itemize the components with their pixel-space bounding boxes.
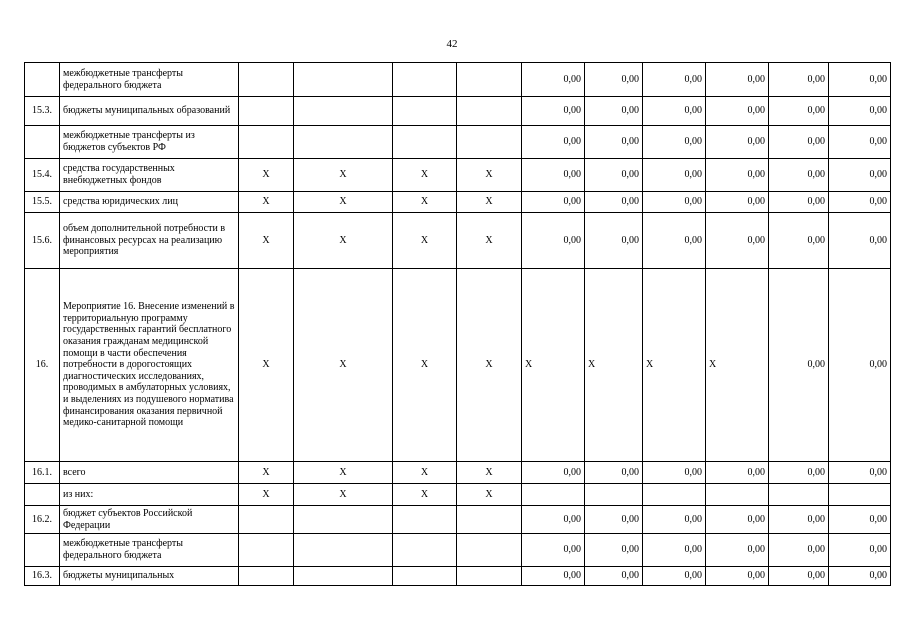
value-cell: 0,00 bbox=[829, 192, 891, 213]
value-cell: 0,00 bbox=[829, 567, 891, 586]
row-description: средства государственных внебюджетных фондов bbox=[60, 159, 239, 192]
row-description: межбюджетные трансферты из бюджетов субъектов РФ bbox=[60, 126, 239, 159]
mark-cell: X bbox=[393, 484, 457, 506]
value-cell: 0,00 bbox=[769, 567, 829, 586]
row-description: межбюджетные трансферты федерального бюджета bbox=[60, 534, 239, 567]
mark-cell: X bbox=[393, 213, 457, 269]
value-cell: 0,00 bbox=[706, 534, 769, 567]
table-row bbox=[25, 63, 891, 97]
value-cell: 0,00 bbox=[829, 534, 891, 567]
row-description: объем дополнительной потребности в финансовых ресурсах на реализацию мероприятия bbox=[60, 213, 239, 269]
value-cell: 0,00 bbox=[643, 462, 706, 484]
mark-cell: X bbox=[457, 213, 522, 269]
value-cell bbox=[769, 484, 829, 506]
mark-cell bbox=[239, 126, 294, 159]
table-row bbox=[25, 484, 891, 506]
table-row bbox=[25, 462, 891, 484]
value-cell: 0,00 bbox=[585, 506, 643, 534]
mark-cell: X bbox=[393, 159, 457, 192]
mark-cell bbox=[393, 126, 457, 159]
row-number: 15.3. bbox=[25, 97, 60, 126]
value-cell bbox=[706, 484, 769, 506]
mark-cell bbox=[393, 534, 457, 567]
budget-table bbox=[24, 62, 891, 586]
value-cell: 0,00 bbox=[706, 567, 769, 586]
mark-cell: X bbox=[457, 192, 522, 213]
value-cell: 0,00 bbox=[522, 192, 585, 213]
value-cell: 0,00 bbox=[829, 126, 891, 159]
row-number bbox=[25, 534, 60, 567]
value-cell: 0,00 bbox=[643, 192, 706, 213]
table-row bbox=[25, 126, 891, 159]
value-cell: 0,00 bbox=[829, 462, 891, 484]
value-cell: 0,00 bbox=[829, 97, 891, 126]
value-cell: 0,00 bbox=[522, 506, 585, 534]
mark-cell: X bbox=[239, 484, 294, 506]
mark-cell bbox=[294, 63, 393, 97]
row-description: бюджеты муниципальных образований bbox=[60, 97, 239, 126]
mark-cell bbox=[393, 506, 457, 534]
mark-cell bbox=[457, 126, 522, 159]
mark-cell: X bbox=[643, 269, 706, 462]
value-cell: 0,00 bbox=[643, 63, 706, 97]
value-cell bbox=[829, 484, 891, 506]
row-number: 16.1. bbox=[25, 462, 60, 484]
value-cell: 0,00 bbox=[585, 213, 643, 269]
row-number: 16. bbox=[25, 269, 60, 462]
mark-cell bbox=[457, 63, 522, 97]
value-cell bbox=[643, 484, 706, 506]
value-cell: 0,00 bbox=[829, 269, 891, 462]
value-cell: 0,00 bbox=[706, 462, 769, 484]
row-description: всего bbox=[60, 462, 239, 484]
value-cell: 0,00 bbox=[769, 192, 829, 213]
value-cell: 0,00 bbox=[522, 159, 585, 192]
value-cell: 0,00 bbox=[643, 567, 706, 586]
value-cell: 0,00 bbox=[585, 192, 643, 213]
value-cell: 0,00 bbox=[585, 534, 643, 567]
value-cell: 0,00 bbox=[829, 506, 891, 534]
value-cell: 0,00 bbox=[522, 97, 585, 126]
mark-cell: X bbox=[294, 213, 393, 269]
value-cell: 0,00 bbox=[585, 97, 643, 126]
mark-cell bbox=[239, 567, 294, 586]
mark-cell: X bbox=[239, 213, 294, 269]
value-cell: 0,00 bbox=[829, 63, 891, 97]
value-cell: 0,00 bbox=[643, 213, 706, 269]
value-cell: 0,00 bbox=[769, 63, 829, 97]
mark-cell: X bbox=[239, 462, 294, 484]
mark-cell bbox=[239, 97, 294, 126]
mark-cell: X bbox=[457, 484, 522, 506]
value-cell bbox=[585, 484, 643, 506]
mark-cell: X bbox=[393, 462, 457, 484]
value-cell: 0,00 bbox=[769, 269, 829, 462]
mark-cell: X bbox=[294, 484, 393, 506]
mark-cell bbox=[294, 97, 393, 126]
mark-cell: X bbox=[457, 159, 522, 192]
mark-cell: X bbox=[294, 192, 393, 213]
mark-cell bbox=[294, 534, 393, 567]
value-cell: 0,00 bbox=[706, 213, 769, 269]
row-number: 16.2. bbox=[25, 506, 60, 534]
value-cell: 0,00 bbox=[769, 506, 829, 534]
value-cell bbox=[522, 484, 585, 506]
row-number bbox=[25, 63, 60, 97]
mark-cell bbox=[457, 506, 522, 534]
mark-cell: X bbox=[239, 269, 294, 462]
mark-cell bbox=[393, 63, 457, 97]
mark-cell bbox=[239, 534, 294, 567]
value-cell: 0,00 bbox=[706, 97, 769, 126]
mark-cell: X bbox=[457, 269, 522, 462]
value-cell: 0,00 bbox=[769, 213, 829, 269]
mark-cell: X bbox=[522, 269, 585, 462]
mark-cell bbox=[239, 506, 294, 534]
mark-cell bbox=[457, 97, 522, 126]
value-cell: 0,00 bbox=[522, 213, 585, 269]
value-cell: 0,00 bbox=[706, 192, 769, 213]
page-number: 42 bbox=[446, 38, 458, 50]
value-cell: 0,00 bbox=[769, 126, 829, 159]
mark-cell: X bbox=[457, 462, 522, 484]
row-number: 16.3. bbox=[25, 567, 60, 586]
value-cell: 0,00 bbox=[585, 462, 643, 484]
value-cell: 0,00 bbox=[643, 97, 706, 126]
value-cell: 0,00 bbox=[522, 462, 585, 484]
mark-cell bbox=[239, 63, 294, 97]
value-cell: 0,00 bbox=[585, 63, 643, 97]
table-row bbox=[25, 213, 891, 269]
table-row bbox=[25, 192, 891, 213]
row-description: средства юридических лиц bbox=[60, 192, 239, 213]
table-row bbox=[25, 269, 891, 462]
value-cell: 0,00 bbox=[706, 159, 769, 192]
value-cell: 0,00 bbox=[706, 126, 769, 159]
value-cell: 0,00 bbox=[585, 567, 643, 586]
value-cell: 0,00 bbox=[522, 63, 585, 97]
mark-cell: X bbox=[585, 269, 643, 462]
mark-cell bbox=[294, 506, 393, 534]
table-row bbox=[25, 97, 891, 126]
table-row bbox=[25, 506, 891, 534]
row-description: межбюджетные трансферты федерального бюджета bbox=[60, 63, 239, 97]
value-cell: 0,00 bbox=[706, 506, 769, 534]
row-description: из них: bbox=[60, 484, 239, 506]
mark-cell bbox=[393, 567, 457, 586]
mark-cell: X bbox=[393, 269, 457, 462]
value-cell: 0,00 bbox=[585, 126, 643, 159]
mark-cell: X bbox=[294, 462, 393, 484]
mark-cell bbox=[294, 126, 393, 159]
value-cell: 0,00 bbox=[829, 213, 891, 269]
value-cell: 0,00 bbox=[522, 126, 585, 159]
mark-cell bbox=[457, 534, 522, 567]
row-number: 15.6. bbox=[25, 213, 60, 269]
value-cell: 0,00 bbox=[643, 126, 706, 159]
value-cell: 0,00 bbox=[522, 534, 585, 567]
mark-cell bbox=[393, 97, 457, 126]
mark-cell bbox=[457, 567, 522, 586]
mark-cell: X bbox=[393, 192, 457, 213]
value-cell: 0,00 bbox=[829, 159, 891, 192]
table-row bbox=[25, 567, 891, 586]
row-number: 15.5. bbox=[25, 192, 60, 213]
row-description: бюджет субъектов Российской Федерации bbox=[60, 506, 239, 534]
mark-cell: X bbox=[239, 159, 294, 192]
table-row bbox=[25, 159, 891, 192]
mark-cell bbox=[294, 567, 393, 586]
row-number: 15.4. bbox=[25, 159, 60, 192]
row-description: Мероприятие 16. Внесение изменений в территориальную программу государственных гарантий бесплатного оказания гражданам медицинской помощи в части обеспечения потребности в дорогостоящих диагностических исследованиях, проводимых в амбулаторных условиях, и выделениях из подушевого норматива финансирования оказания первичной медико-санитарной помощи bbox=[60, 269, 239, 462]
mark-cell: X bbox=[294, 269, 393, 462]
value-cell: 0,00 bbox=[643, 159, 706, 192]
value-cell: 0,00 bbox=[643, 506, 706, 534]
value-cell: 0,00 bbox=[769, 462, 829, 484]
row-description: бюджеты муниципальных bbox=[60, 567, 239, 586]
value-cell: 0,00 bbox=[769, 97, 829, 126]
value-cell: 0,00 bbox=[769, 534, 829, 567]
value-cell: 0,00 bbox=[522, 567, 585, 586]
mark-cell: X bbox=[706, 269, 769, 462]
mark-cell: X bbox=[239, 192, 294, 213]
row-number bbox=[25, 484, 60, 506]
value-cell: 0,00 bbox=[585, 159, 643, 192]
mark-cell: X bbox=[294, 159, 393, 192]
table-row bbox=[25, 534, 891, 567]
value-cell: 0,00 bbox=[643, 534, 706, 567]
value-cell: 0,00 bbox=[769, 159, 829, 192]
row-number bbox=[25, 126, 60, 159]
value-cell: 0,00 bbox=[706, 63, 769, 97]
